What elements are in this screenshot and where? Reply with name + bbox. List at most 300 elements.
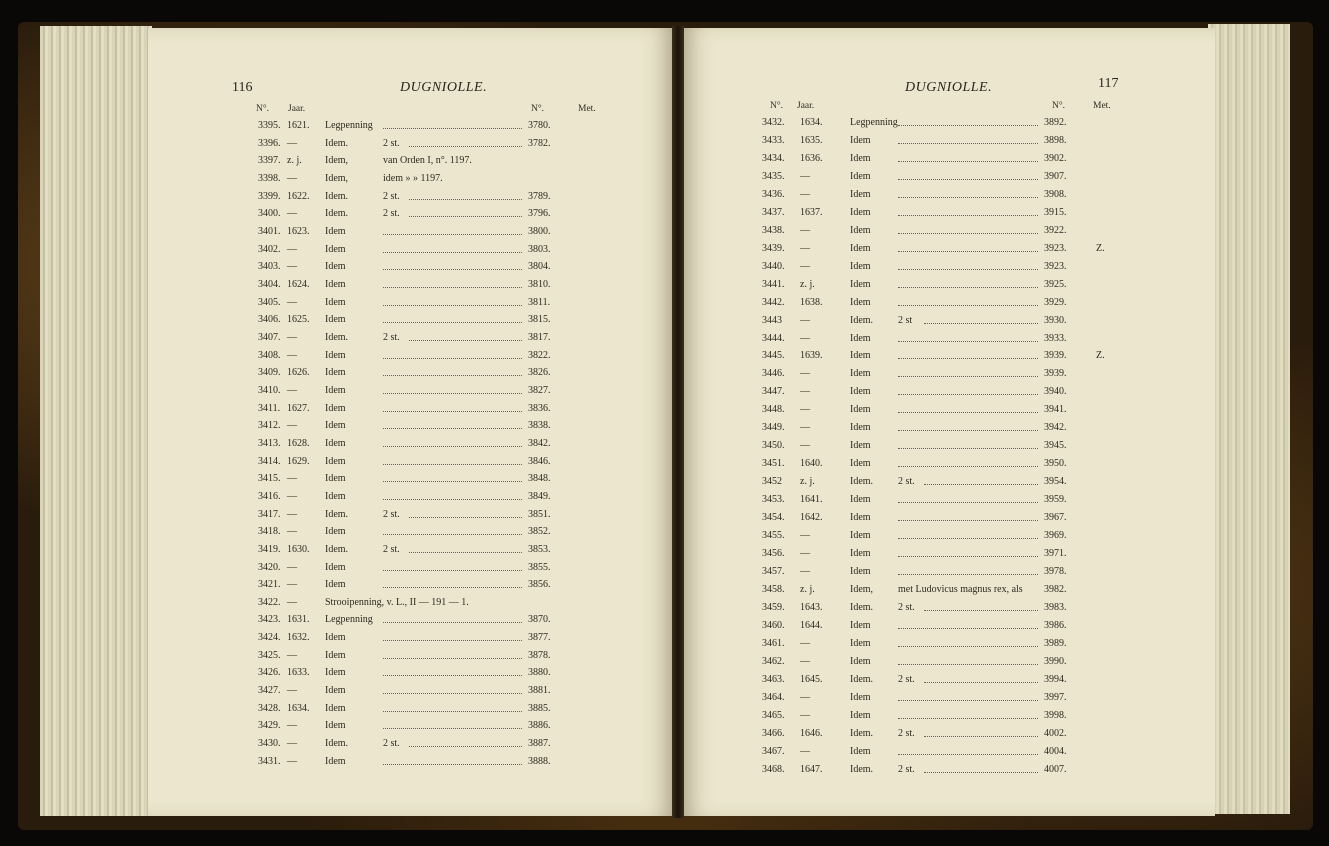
entry-description: Idem: [850, 566, 871, 577]
entry-description: Idem: [325, 420, 346, 432]
entry-number: 3429.: [258, 720, 281, 732]
entry-description: Idem.: [850, 476, 874, 488]
entry-year: 1631.: [287, 614, 310, 626]
entry-description: Idem: [850, 404, 871, 416]
entry-description: Idem: [850, 278, 871, 290]
entry-description: Idem.: [325, 331, 349, 343]
entry-year: —: [800, 188, 810, 200]
entry-row: [0, 207, 1329, 224]
entry-number: 3415.: [258, 473, 281, 485]
entry-description: Idem: [850, 134, 871, 146]
entry-number: 3464.: [762, 691, 785, 703]
entry-reference: 3929.: [1044, 296, 1067, 308]
entry-row: [0, 422, 1329, 439]
entry-description: Idem.: [325, 137, 349, 149]
leader-dots: [898, 692, 1038, 701]
entry-reference: 4002.: [1044, 727, 1067, 739]
entry-year: 1633.: [287, 667, 310, 679]
entry-reference: 3950.: [1044, 458, 1067, 470]
leader-dots: [898, 494, 1038, 503]
entry-reference: 3815.: [528, 314, 551, 326]
entry-row: [0, 368, 1329, 385]
entry-reference: 3817.: [528, 331, 551, 343]
entry-number: 3451.: [762, 458, 785, 470]
entry-note: idem » » 1197.: [383, 172, 443, 184]
left-running-title: DUGNIOLLE.: [400, 80, 488, 95]
entry-description: Legpenning: [325, 120, 373, 131]
entry-reference: 3789.: [528, 190, 551, 202]
entry-reference: 3855.: [528, 561, 551, 573]
leader-dots: [898, 135, 1038, 144]
entry-number: 3465.: [762, 709, 785, 721]
leader-dots: [898, 189, 1038, 198]
entry-reference: 3878.: [528, 649, 551, 661]
entry-year: —: [800, 637, 810, 649]
entry-year: 1629.: [287, 455, 310, 467]
entry-reference: 3849.: [528, 490, 551, 502]
entry-reference: 3887.: [528, 738, 551, 750]
entry-year: —: [800, 709, 810, 721]
entry-note: 2 st.: [383, 331, 400, 343]
entry-reference: 3978.: [1044, 566, 1067, 577]
right-col-year: Jaar.: [797, 101, 815, 111]
entry-reference: 3923.: [1044, 242, 1067, 254]
entry-row: [0, 674, 1329, 691]
entry-reference: 3836.: [528, 402, 551, 414]
entry-number: 3457.: [762, 566, 785, 577]
entry-year: 1645.: [800, 673, 823, 685]
leader-dots: [898, 117, 1038, 126]
entry-year: 1647.: [800, 763, 823, 775]
entry-year: —: [800, 242, 810, 254]
entry-year: —: [287, 561, 297, 573]
entry-number: 3433.: [762, 134, 785, 146]
leader-dots: [898, 207, 1038, 216]
entry-number: 3412.: [258, 420, 281, 432]
entry-number: 3416.: [258, 490, 281, 502]
entry-description: Idem: [325, 314, 346, 326]
entry-description: Idem: [850, 709, 871, 721]
leader-dots: [924, 764, 1038, 773]
entry-description: Idem: [325, 455, 346, 467]
entry-year: 1628.: [287, 437, 310, 449]
right-col-metal: Met.: [1093, 101, 1111, 111]
entry-description: Idem: [850, 296, 871, 308]
entry-number: 3434.: [762, 152, 785, 164]
entry-description: Idem: [850, 260, 871, 272]
entry-number: 3414.: [258, 455, 281, 467]
entry-description: Idem: [325, 473, 346, 485]
entry-number: 3438.: [762, 224, 785, 236]
entry-year: 1637.: [800, 206, 823, 218]
entry-year: —: [800, 260, 810, 272]
entry-number: 3399.: [258, 190, 281, 202]
entry-description: Idem.: [850, 601, 874, 613]
entry-description: Idem: [850, 170, 871, 182]
entry-number: 3458.: [762, 583, 785, 595]
entry-row: [0, 548, 1329, 565]
entry-description: Idem: [325, 243, 346, 255]
entry-reference: 3803.: [528, 243, 551, 255]
entry-description: Idem: [850, 512, 871, 524]
entry-description: Strooipenning, v. L., II — 191 — 1.: [325, 596, 469, 608]
entry-number: 3400.: [258, 208, 281, 220]
entry-description: Idem.: [325, 190, 349, 202]
entry-reference: 3939.: [1044, 368, 1067, 380]
leader-dots: [898, 530, 1038, 539]
entry-year: 1624.: [287, 278, 310, 290]
entry-number: 3418.: [258, 526, 281, 538]
entry-year: 1635.: [800, 134, 823, 146]
entry-number: 3459.: [762, 601, 785, 613]
entry-description: Idem: [325, 685, 346, 697]
entry-note: 2 st.: [898, 727, 915, 739]
entry-description: Idem: [325, 349, 346, 361]
leader-dots: [898, 548, 1038, 557]
entry-number: 3407.: [258, 331, 281, 343]
leader-dots: [898, 458, 1038, 467]
entry-description: Idem.: [850, 673, 874, 685]
entry-row: [0, 297, 1329, 314]
leader-dots: [924, 602, 1038, 611]
entry-reference: 3888.: [528, 755, 551, 767]
entry-description: Idem: [850, 691, 871, 703]
entry-number: 3413.: [258, 437, 281, 449]
entry-number: 3463.: [762, 673, 785, 685]
entry-row: [0, 333, 1329, 350]
entry-number: 3397.: [258, 155, 281, 167]
entry-number: 3432.: [762, 117, 785, 128]
leader-dots: [898, 368, 1038, 377]
entry-reference: 3940.: [1044, 386, 1067, 398]
entry-note: 2 st.: [383, 508, 400, 520]
entry-description: Idem: [850, 422, 871, 434]
leader-dots: [898, 566, 1038, 575]
entry-description: Idem,: [325, 172, 349, 184]
entry-number: 3404.: [258, 278, 281, 290]
entry-reference: 3908.: [1044, 188, 1067, 200]
entry-year: z. j.: [800, 476, 815, 488]
entry-number: 3422.: [258, 596, 281, 608]
entry-year: 1636.: [800, 152, 823, 164]
entry-note: van Orden I, n°. 1197.: [383, 155, 472, 167]
entry-note: 2 st.: [383, 190, 400, 202]
entry-number: 3409.: [258, 367, 281, 379]
entry-number: 3437.: [762, 206, 785, 218]
entry-description: Idem,: [325, 155, 349, 167]
entry-note: 2 st.: [898, 601, 915, 613]
entry-number: 3462.: [762, 655, 785, 667]
entry-reference: 3945.: [1044, 440, 1067, 452]
right-col-ref: N°.: [1052, 101, 1066, 111]
entry-row: [0, 350, 1329, 367]
entry-description: Idem: [325, 702, 346, 714]
entry-reference: 3997.: [1044, 691, 1067, 703]
leader-dots: [898, 243, 1038, 252]
entry-row: [0, 135, 1329, 152]
entry-year: —: [287, 738, 297, 750]
entry-reference: 3959.: [1044, 494, 1067, 506]
entry-reference: 3856.: [528, 579, 551, 591]
entry-year: 1646.: [800, 727, 823, 739]
entry-number: 3426.: [258, 667, 281, 679]
entry-row: [0, 437, 1329, 457]
leader-dots: [898, 279, 1038, 288]
entry-reference: 3800.: [528, 225, 551, 237]
entry-year: —: [287, 720, 297, 732]
entry-number: 3410.: [258, 384, 281, 396]
entry-note: 2 st.: [898, 476, 915, 488]
entry-year: —: [287, 508, 297, 520]
entry-row: [0, 243, 1329, 260]
entry-reference: 3982.: [1044, 583, 1067, 595]
entry-description: Idem.: [325, 208, 349, 220]
entry-description: Idem.: [850, 727, 874, 739]
entry-note: 2 st.: [383, 137, 400, 149]
entry-number: 3441.: [762, 278, 785, 290]
entry-row: [0, 638, 1329, 655]
entry-metal: Z.: [1096, 350, 1105, 362]
entry-number: 3453.: [762, 494, 785, 506]
entry-description: Idem: [325, 367, 346, 379]
entry-note: 2 st: [898, 314, 913, 326]
entry-reference: 3892.: [1044, 117, 1067, 128]
entry-number: 3417.: [258, 508, 281, 520]
entry-reference: 3796.: [528, 208, 551, 220]
right-col-no: N°.: [770, 101, 784, 111]
entry-year: —: [800, 170, 810, 182]
right-running-title: DUGNIOLLE.: [905, 80, 993, 95]
entry-description: Idem: [850, 440, 871, 452]
entry-year: —: [800, 745, 810, 757]
entry-year: —: [287, 349, 297, 361]
entry-number: 3436.: [762, 188, 785, 200]
entry-description: Idem: [850, 530, 871, 542]
entry-number: 3423.: [258, 614, 281, 626]
entry-year: —: [800, 422, 810, 434]
entry-description: Idem: [850, 332, 871, 344]
entry-reference: 3915.: [1044, 206, 1067, 218]
entry-year: z. j.: [800, 278, 815, 290]
entry-note: 2 st.: [898, 763, 915, 775]
entry-reference: 3933.: [1044, 332, 1067, 344]
leader-dots: [924, 674, 1038, 683]
entry-number: 3424.: [258, 632, 281, 644]
entry-reference: 3811.: [528, 296, 551, 308]
entry-reference: 3852.: [528, 526, 551, 538]
entry-number: 3419.: [258, 543, 281, 555]
entry-year: —: [800, 530, 810, 542]
entry-reference: 3782.: [528, 137, 551, 149]
entry-metal: Z.: [1096, 242, 1105, 254]
right-page-number: 117: [1098, 76, 1119, 91]
entry-number: 3402.: [258, 243, 281, 255]
entry-number: 3461.: [762, 637, 785, 649]
entry-reference: 3881.: [528, 685, 551, 697]
entry-year: —: [800, 655, 810, 667]
entry-year: —: [287, 755, 297, 767]
entry-year: 1625.: [287, 314, 310, 326]
entry-description: Idem: [850, 655, 871, 667]
entry-reference: 3923.: [1044, 260, 1067, 272]
entry-year: —: [287, 172, 297, 184]
entry-description: Idem: [325, 632, 346, 644]
entry-description: Idem: [325, 402, 346, 414]
entry-row: [0, 153, 1329, 170]
entry-number: 3467.: [762, 745, 785, 757]
leader-dots: [924, 315, 1038, 324]
entry-year: —: [287, 490, 297, 502]
entry-number: 3454.: [762, 512, 785, 524]
entry-number: 3460.: [762, 619, 785, 631]
entry-description: Idem: [850, 188, 871, 200]
entry-reference: 3838.: [528, 420, 551, 432]
entry-number: 3421.: [258, 579, 281, 591]
entry-description: Idem: [850, 224, 871, 236]
entry-description: Idem,: [850, 583, 874, 595]
leader-dots: [924, 728, 1038, 737]
entry-year: 1640.: [800, 458, 823, 470]
leader-dots: [898, 225, 1038, 234]
entry-year: —: [287, 596, 297, 608]
entry-row: [0, 728, 1329, 745]
leader-dots: [898, 638, 1038, 647]
entry-reference: 3822.: [528, 349, 551, 361]
entry-row: [0, 117, 1329, 134]
entry-description: Idem.: [850, 314, 874, 326]
entry-reference: 3898.: [1044, 134, 1067, 146]
entry-reference: 3969.: [1044, 530, 1067, 542]
entry-description: Idem: [325, 490, 346, 502]
entry-number: 3408.: [258, 349, 281, 361]
entry-year: 1623.: [287, 225, 310, 237]
entry-reference: 3870.: [528, 614, 551, 626]
entry-number: 3396.: [258, 137, 281, 149]
entry-description: Idem: [850, 619, 871, 631]
leader-dots: [898, 710, 1038, 719]
entry-description: Idem: [325, 649, 346, 661]
entry-reference: 3848.: [528, 473, 551, 485]
entry-number: 3439.: [762, 242, 785, 254]
entry-number: 3405.: [258, 296, 281, 308]
left-col-metal: Met.: [578, 104, 596, 114]
entry-year: —: [287, 208, 297, 220]
entry-number: 3428.: [258, 702, 281, 714]
entry-description: Idem: [850, 206, 871, 218]
entry-row: [0, 261, 1329, 278]
entry-year: —: [800, 548, 810, 560]
entry-description: Idem: [850, 152, 871, 164]
leader-dots: [898, 404, 1038, 413]
entry-reference: 3880.: [528, 667, 551, 679]
leader-dots: [898, 746, 1038, 755]
entry-year: 1638.: [800, 296, 823, 308]
entry-reference: 3804.: [528, 261, 551, 273]
leader-dots: [898, 440, 1038, 449]
left-col-ref: N°.: [531, 104, 545, 114]
entry-number: 3442.: [762, 296, 785, 308]
entry-year: 1639.: [800, 350, 823, 362]
entry-row: [0, 566, 1329, 583]
leader-dots: [898, 512, 1038, 521]
entry-description: Idem: [325, 384, 346, 396]
leader-dots: [898, 171, 1038, 180]
entry-row: [0, 746, 1329, 763]
entry-reference: 3967.: [1044, 512, 1067, 524]
entry-number: 3395.: [258, 120, 281, 131]
entry-number: 3403.: [258, 261, 281, 273]
entry-reference: 3990.: [1044, 655, 1067, 667]
entry-description: Idem: [325, 437, 346, 449]
entry-description: Idem: [850, 242, 871, 254]
entry-year: 1644.: [800, 619, 823, 631]
entry-number: 3398.: [258, 172, 281, 184]
entry-number: 3448.: [762, 404, 785, 416]
entry-note: 2 st.: [898, 673, 915, 685]
entry-row: [0, 189, 1329, 206]
leader-dots: [898, 261, 1038, 270]
entry-description: Idem.: [325, 508, 349, 520]
entry-year: —: [800, 332, 810, 344]
entry-number: 3466.: [762, 727, 785, 739]
entry-row: [0, 494, 1329, 511]
entry-row: [0, 225, 1329, 242]
entry-year: 1626.: [287, 367, 310, 379]
entry-year: —: [800, 224, 810, 236]
entry-reference: 3885.: [528, 702, 551, 714]
entry-row: [0, 530, 1329, 547]
entry-row: [0, 692, 1329, 709]
entry-reference: 3925.: [1044, 278, 1067, 290]
entry-number: 3449.: [762, 422, 785, 434]
entry-reference: 3939.: [1044, 350, 1067, 362]
entry-year: 1621.: [287, 120, 310, 131]
entry-reference: 3886.: [528, 720, 551, 732]
entry-number: 3450.: [762, 440, 785, 452]
entry-year: 1622.: [287, 190, 310, 202]
entry-year: —: [800, 404, 810, 416]
entry-description: Idem: [325, 667, 346, 679]
entry-note: met Ludovicus magnus rex, als: [898, 583, 1023, 595]
entry-row: [0, 279, 1329, 296]
entry-reference: 3877.: [528, 632, 551, 644]
leader-dots: [924, 476, 1038, 485]
entry-description: Idem: [325, 526, 346, 538]
leader-dots: [898, 656, 1038, 665]
entry-year: —: [800, 691, 810, 703]
entry-number: 3427.: [258, 685, 281, 697]
entry-reference: 3907.: [1044, 170, 1067, 182]
entry-year: —: [287, 526, 297, 538]
entry-description: Idem: [850, 458, 871, 470]
entry-year: z. j.: [800, 583, 815, 595]
entry-number: 3468.: [762, 763, 785, 775]
entry-description: Idem: [850, 494, 871, 506]
entry-reference: 3989.: [1044, 637, 1067, 649]
entry-year: —: [287, 331, 297, 343]
entry-reference: 3942.: [1044, 422, 1067, 434]
entry-description: Idem: [325, 561, 346, 573]
entry-number: 3401.: [258, 225, 281, 237]
entry-reference: 3994.: [1044, 673, 1067, 685]
entry-number: 3431.: [258, 755, 281, 767]
entry-note: 2 st.: [383, 208, 400, 220]
entry-reference: 3853.: [528, 543, 551, 555]
entry-row: [0, 171, 1329, 188]
entry-reference: 4004.: [1044, 745, 1067, 757]
leader-dots: [898, 422, 1038, 431]
entry-description: Idem: [850, 368, 871, 380]
